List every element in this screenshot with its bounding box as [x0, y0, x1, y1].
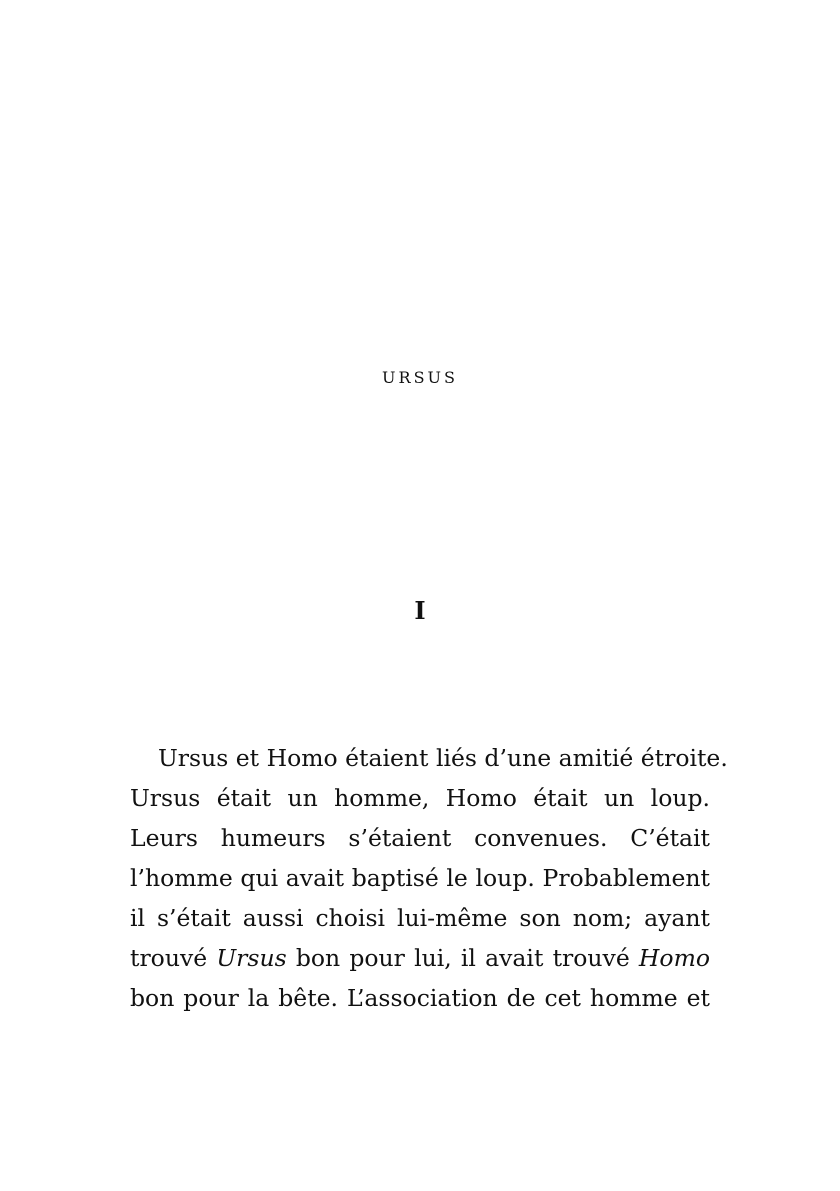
paragraph-line: l’homme qui avait baptisé le loup. Probablement: [130, 864, 710, 892]
italic-name-homo: Homo: [638, 944, 710, 972]
section-title: URSUS: [382, 368, 458, 387]
paragraph-line: trouvé Ursus bon pour lui, il avait trouvé Homo: [130, 944, 710, 972]
paragraph-line: il s’était aussi choisi lui-même son nom; ayant: [130, 904, 710, 932]
paragraph-line: Ursus était un homme, Homo était un loup.: [130, 784, 710, 812]
paragraph-line: bon pour la bête. L’association de cet homme et: [130, 984, 710, 1012]
paragraph-line: Leurs humeurs s’étaient convenues. C’était: [130, 824, 710, 852]
chapter-number: I: [414, 596, 426, 625]
paragraph: [130, 738, 728, 1018]
italic-name-ursus: Ursus: [216, 944, 287, 972]
paragraph-line: Ursus et Homo étaient liés d’une amitié étroite.: [158, 744, 728, 772]
